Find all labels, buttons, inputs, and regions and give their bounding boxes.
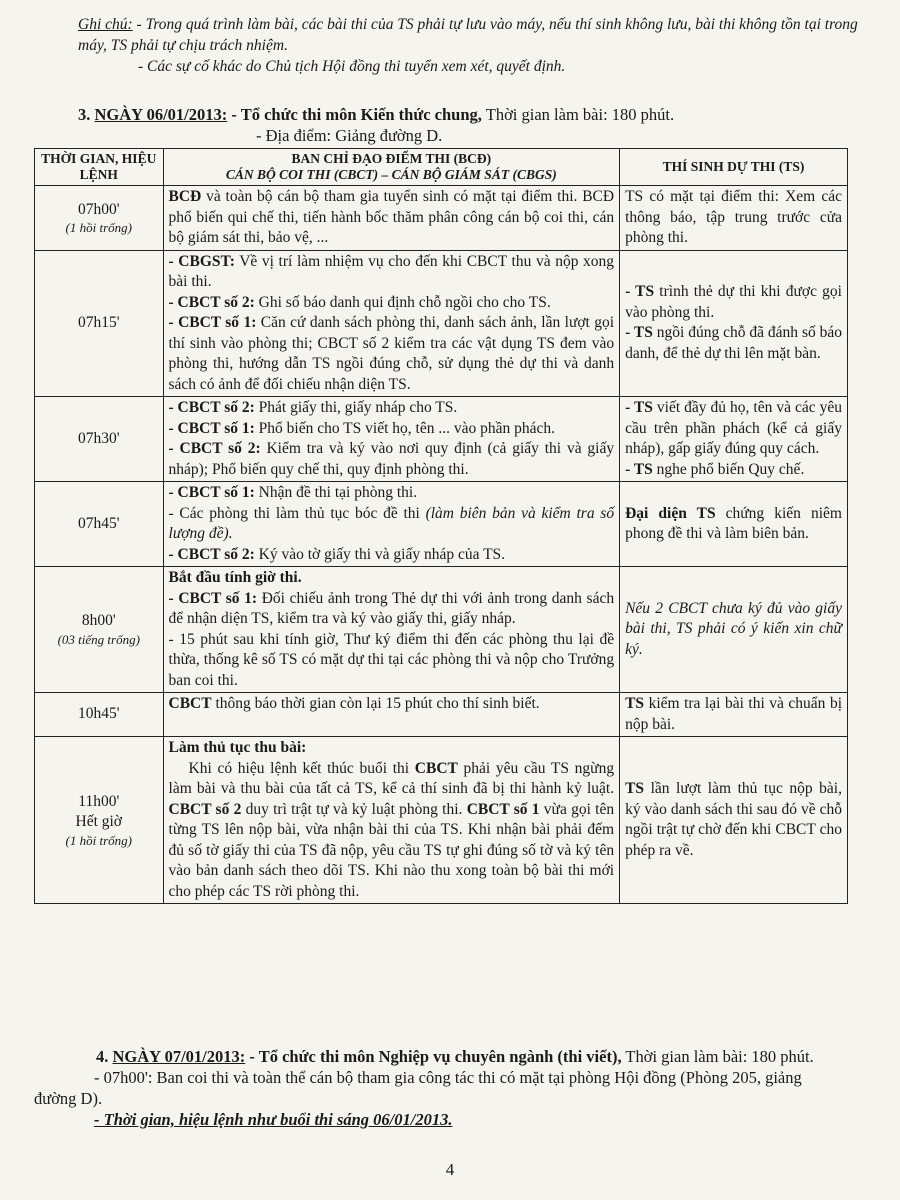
time-label: 07h15': [77, 314, 120, 331]
bold-text: - CBCT số 2:: [168, 440, 261, 457]
bold-text: CBCT: [168, 695, 212, 712]
staff-line: [169, 439, 615, 480]
staff-line: [169, 293, 615, 314]
header-time: THỜI GIAN, HIỆU LỆNH: [35, 149, 164, 186]
time-signal: (03 tiếng trống): [57, 631, 140, 647]
bold-text: Làm thủ tục thu bài:: [168, 739, 307, 756]
header-staff-line-1: BAN CHỈ ĐẠO ĐIỂM THI (BCĐ): [291, 151, 492, 166]
text: kiểm tra lại bài thi và chuẩn bị nộp bài.: [625, 695, 842, 733]
header-staff-line-2: CÁN BỘ COI THI (CBCT) – CÁN BỘ GIÁM SÁT (CBGS): [225, 167, 557, 182]
table-row: [35, 186, 848, 251]
staff-line: [169, 568, 615, 589]
time-cell: [35, 482, 164, 567]
text: Nhận đề thi tại phòng thi.: [254, 484, 418, 501]
italic-text: (làm biên bản và kiểm tra số lượng đề).: [168, 504, 615, 542]
time-cell: [35, 567, 164, 693]
section-3-prefix: 3.: [78, 105, 95, 124]
section-4-prefix: 4.: [96, 1047, 113, 1066]
table-row: [35, 482, 848, 567]
staff-title: [169, 738, 615, 759]
text: phải yêu cầu TS ngừng làm bài và thu bài của tất cả TS, kể cả thí sinh đã bị thi hành kỷ luật.: [168, 759, 615, 797]
time-label: 07h00': [77, 200, 120, 218]
note-label: Ghi chú:: [78, 16, 133, 33]
candidate-cell: [620, 186, 848, 251]
bold-text: CBCT: [414, 759, 458, 777]
table-row: [35, 250, 848, 397]
bold-text: - CBCT số 2:: [168, 293, 255, 311]
staff-line: [169, 545, 615, 566]
section-4-line-3: - Thời gian, hiệu lệnh như buổi thi sáng 06/01/2013.: [94, 1110, 453, 1129]
section-4-block: [34, 1046, 848, 1130]
table-row: [35, 397, 848, 482]
staff-line: [169, 630, 615, 692]
time-label: 10h45': [77, 705, 120, 723]
page-number: 4: [445, 1160, 455, 1179]
candidate-line: [625, 398, 842, 460]
candidate-cell: [620, 567, 848, 693]
time-label: 07h45': [77, 514, 120, 532]
bold-text: - CBCT số 1:: [168, 314, 257, 331]
text: - Các phòng thi làm thủ tục bóc đề thi: [168, 504, 426, 522]
time-label: 11h00': [78, 792, 120, 810]
bold-text: Đại diện TS: [625, 504, 716, 522]
staff-cell: [163, 482, 620, 567]
note-block: [78, 14, 858, 77]
bold-text: - CBCT số 2:: [168, 545, 255, 563]
candidate-line: [625, 460, 842, 481]
bold-text: TS: [625, 780, 645, 797]
staff-line: [169, 187, 615, 249]
staff-cell: [163, 567, 620, 693]
bold-text: Bắt đầu tính giờ thi.: [168, 569, 302, 586]
section-4-duration: Thời gian làm bài: 180 phút.: [621, 1047, 814, 1066]
bold-text: - CBCT số 1:: [168, 484, 255, 501]
staff-cell: [163, 737, 620, 904]
bold-text: - CBCT số 1:: [168, 419, 255, 437]
candidate-cell: [620, 737, 848, 904]
bold-text: CBCT số 2: [168, 800, 242, 818]
text: chứng kiến niêm phong đề thi và làm biên bản.: [625, 504, 842, 542]
text: và toàn bộ cán bộ tham gia tuyển sinh có mặt tại điểm thi. BCĐ phổ biến qui chế thi, tiến hành bốc thăm phân công cán bộ coi thi, cán bộ giám sát thi, bảo vệ, ...: [168, 188, 615, 246]
text: Căn cứ danh sách phòng thi, danh sách ảnh, lần lượt gọi thí sinh vào phòng thi; CBCT số 2 kiểm tra các vật dụng TS đem vào phòng thi, hướng dẫn TS ngồi đúng chỗ, sử dụng thẻ dự thi và danh sách có ảnh để đối chiếu nhận diện TS.: [168, 314, 615, 393]
header-staff: [163, 149, 620, 186]
bold-text: TS: [625, 695, 645, 712]
section-3-heading: [78, 104, 878, 146]
text: lần lượt làm thủ tục nộp bài, ký vào danh sách thi sau đó về chỗ ngồi trật tự chờ đến khi CBCT cho phép ra về.: [625, 780, 842, 859]
candidate-cell: [620, 250, 848, 397]
time-cell: [35, 186, 164, 251]
staff-cell: [163, 250, 620, 397]
table-row: [35, 567, 848, 693]
staff-line: [169, 483, 615, 504]
staff-paragraph: [169, 759, 615, 903]
staff-line: [169, 252, 615, 293]
candidate-cell: [620, 397, 848, 482]
italic-text: Nếu 2 CBCT chưa ký đủ vào giấy bài thi, TS phải có ý kiến xin chữ ký.: [625, 599, 842, 658]
time-cell: [35, 250, 164, 397]
time-cell: [35, 397, 164, 482]
text: Ghi số báo danh qui định chỗ ngồi cho cho TS.: [254, 293, 551, 311]
text: trình thẻ dự thi khi được gọi vào phòng thi.: [625, 283, 842, 321]
text: ngồi đúng chỗ đã đánh số báo danh, để thẻ dự thi lên mặt bàn.: [625, 324, 843, 362]
candidate-line: [625, 323, 842, 364]
table-row: [35, 737, 848, 904]
section-3-location: - Địa điểm: Giảng đường D.: [256, 126, 443, 145]
candidate-line: [625, 504, 842, 545]
text: vừa gọi tên từng TS lên nộp bài, vừa nhận bài thi của TS. Khi nhận bài phải đếm đủ số tờ giấy thi của TS đã nộp, yêu cầu TS tự ghi đúng số tờ và ký tên vào bản danh sách theo dõi TS. Khi nào thu xong toàn bộ bài thi mới cho phép các TS rời phòng thi.: [168, 800, 615, 900]
note-line-2: - Các sự cố khác do Chủ tịch Hội đồng thi tuyển xem xét, quyết định.: [138, 58, 566, 75]
time-label: 07h30': [77, 429, 120, 447]
text: viết đầy đủ họ, tên và các yêu cầu trên phần phách (kể cả giấy nháp), gấp giấy đúng quy cách.: [625, 399, 842, 457]
candidate-line: [625, 282, 842, 323]
bold-text: - TS: [625, 399, 653, 416]
exam-schedule-table: [34, 148, 848, 904]
bold-text: - CBGST:: [168, 252, 235, 270]
staff-cell: [163, 397, 620, 482]
bold-text: - CBCT số 2:: [168, 399, 255, 416]
text: nghe phổ biến Quy chế.: [652, 460, 805, 478]
section-4-date: NGÀY 07/01/2013:: [112, 1047, 246, 1066]
table-body: [35, 186, 848, 904]
staff-line: [169, 504, 615, 545]
time-label-2: Hết giờ: [75, 813, 123, 830]
time-signal: (1 hồi trống): [65, 832, 132, 848]
bold-text: CBCT số 1: [466, 800, 540, 818]
candidate-line: [625, 599, 842, 661]
table-header-row: [35, 149, 848, 186]
text: Về vị trí làm nhiệm vụ cho đến khi CBCT thu và nộp xong bài thi.: [168, 252, 615, 290]
text: Phổ biến cho TS viết họ, tên ... vào phần phách.: [254, 419, 555, 437]
section-3-title: - Tổ chức thi môn Kiến thức chung,: [227, 105, 482, 124]
staff-line: [169, 419, 615, 440]
candidate-cell: [620, 693, 848, 737]
bold-text: BCĐ: [168, 188, 202, 205]
staff-line: [169, 398, 615, 419]
text: TS có mặt tại điểm thi: Xem các thông báo, tập trung trước cửa phòng thi.: [625, 188, 842, 246]
bold-text: - CBCT số 1:: [168, 589, 258, 607]
text: Phát giấy thi, giấy nháp cho TS.: [254, 399, 458, 416]
section-4-line-2: - 07h00': Ban coi thi và toàn thể cán bộ tham gia công tác thi có mặt tại phòng Hội đồng (Phòng 205, giảng đường D).: [34, 1068, 802, 1108]
text: Ký vào tờ giấy thi và giấy nháp của TS.: [254, 545, 506, 563]
time-cell: [35, 737, 164, 904]
candidate-line: [625, 779, 842, 861]
text: duy trì trật tự và kỷ luật phòng thi.: [241, 800, 467, 818]
time-cell: [35, 693, 164, 737]
header-candidates: THÍ SINH DỰ THI (TS): [620, 149, 848, 186]
note-line-1: - Trong quá trình làm bài, các bài thi của TS phải tự lưu vào máy, nếu thí sinh không lưu, bài thi không tồn tại trong máy, TS phải tự chịu trách nhiệm.: [78, 16, 858, 54]
section-3-duration: Thời gian làm bài: 180 phút.: [481, 105, 675, 124]
table-row: [35, 693, 848, 737]
candidate-line: [625, 187, 842, 249]
text: Khi có hiệu lệnh kết thúc buổi thi: [188, 759, 415, 777]
staff-line: [169, 694, 615, 715]
time-signal: (1 hồi trống): [65, 220, 132, 235]
section-4-title: - Tổ chức thi môn Nghiệp vụ chuyên ngành (thi viết),: [245, 1047, 622, 1066]
text: thông báo thời gian còn lại 15 phút cho thí sinh biết.: [211, 695, 540, 712]
text: Kiểm tra và ký vào nơi quy định (cả giấy thi và giấy nháp); Phổ biến quy chế thi, quy định phòng thi.: [168, 440, 615, 478]
bold-text: - TS: [625, 283, 655, 301]
staff-cell: [163, 186, 620, 251]
time-label: 8h00': [81, 612, 116, 630]
bold-text: - TS: [625, 324, 653, 342]
text: - 15 phút sau khi tính giờ, Thư ký điểm thi đến các phòng thu lại đề thừa, thống kê số TS có mặt dự thi tại các phòng thi và nộp cho Trưởng ban coi thi.: [168, 630, 615, 689]
section-3-date: NGÀY 06/01/2013:: [94, 105, 228, 124]
text: Đối chiếu ảnh trong Thẻ dự thi với ảnh trong danh sách để nhận diện TS, kiểm tra và ký vào giấy thi, giấy nháp.: [168, 589, 615, 627]
candidate-line: [625, 694, 842, 735]
staff-line: [169, 589, 615, 630]
staff-line: [169, 313, 615, 395]
bold-text: - TS: [625, 460, 653, 478]
staff-cell: [163, 693, 620, 737]
candidate-cell: [620, 482, 848, 567]
